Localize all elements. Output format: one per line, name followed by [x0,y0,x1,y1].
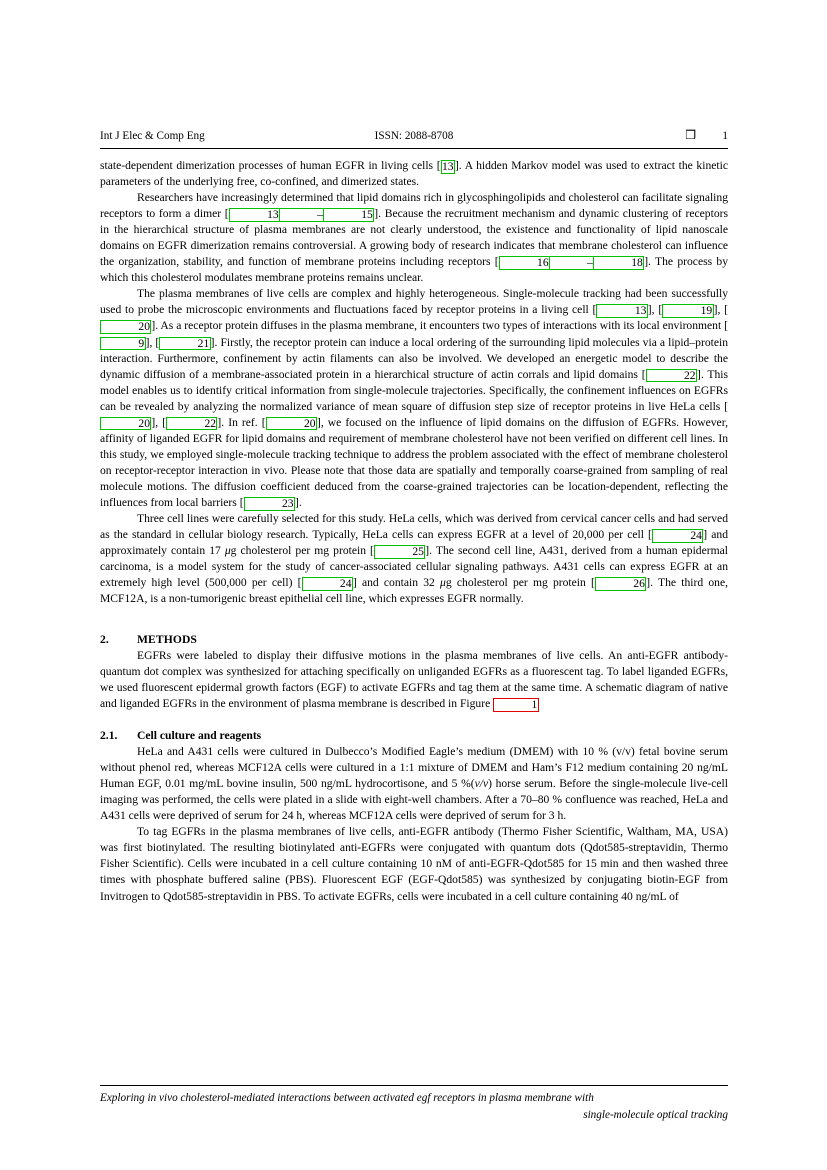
citation-link-18[interactable]: 18 [593,256,644,270]
p4-seg5: ] and contain 32 [352,576,441,590]
footer-line-1: Exploring in vivo cholesterol-mediated interactions between activated egf receptors in plasma membrane with [100,1092,594,1104]
citation-link-25[interactable]: 25 [374,545,425,559]
citation-link-24[interactable]: 24 [652,529,703,543]
cc-p2-seg1: To tag EGFRs in the plasma membranes of live cells, anti-EGFR antibody (Thermo Fisher Scientific, Waltham, MA, USA) was first biotinylated. The resulting biotinylated anti-EGFRs were conjugated with quantum dots (Qdot585-streptavidin, Thermo Fisher Scientific). Cells were incubated in a cell culture containing 10 nM of anti-EGFR-Qdot585 for 15 min and then washed three times with phosphate buffered saline (PBS). Fluorescent EGF (EGF-Qdot585) was synthesized by conjugating biotin-EGF from Invitrogen to Qdot585-streptavidin in PBS. To activate EGFRs, cells were incubated in a cell culture containing 40 ng/mL of [100,825,728,903]
paragraph-plasma-membranes [100,286,728,511]
p2-seg3: ]. The process by which this cholesterol modulates membrane proteins remains unclear. [100,255,728,285]
footer-line-2: single-molecule optical tracking [583,1109,728,1121]
citation-link-22[interactable]: 22 [646,369,697,383]
citation-link-13[interactable]: 13 [441,160,454,173]
paragraph-cell-culture-2 [100,824,728,904]
p3-seg9: ]. In ref. [ [217,415,266,429]
citation-link-26[interactable]: 26 [595,577,646,591]
p3-seg1: The plasma membranes of live cells are complex and highly heterogeneous. Single-molecule tracking had been successfully used to probe the microscopic environments and fluctuations faced by receptor proteins in a living cell [ [100,287,728,317]
p2-seg1: Researchers have increasingly determined that lipid domains rich in glycosphingolipids and cholesterol can facilitate signaling receptors to form a dimer [ [100,191,728,221]
section-spacer [100,607,728,632]
citation-link-21[interactable]: 21 [159,337,210,351]
section-number: 2. [100,632,109,646]
subsection-title: Cell culture and reagents [137,729,262,743]
citation-link-24b[interactable]: 24 [302,577,353,591]
document-body [100,158,728,905]
paragraph-lipid-domains [100,190,728,286]
footer-rule [100,1085,728,1086]
methods-seg1: EGFRs were labeled to display their diffusive motions in the plasma membranes of live cells. An anti-EGFR antibody-quantum dot complex was synthesized for attaching specifically on unliganded EGFRs as a fluorescent tag. To label liganded EGFRs, we used fluorescent epidermal growth factors (EGF) to activate EGFRs and tag them at the same time. A schematic diagram of native and liganded EGFRs in the environment of plasma membrane is described in Figure [100,648,728,710]
micro-symbol-2: μ [440,576,446,590]
p3-seg3: ], [ [713,303,728,317]
italic-vv: v/v [474,777,489,791]
p1-text-before: state-dependent dimerization processes of human EGFR in living cells [ [100,159,441,172]
p4-seg1: Three cell lines were carefully selected for this study. HeLa cells, which was derived from cervical cancer cells and had served as the standard in cellular biology research. Typically, HeLa cells can express EGFR at a level of 20,000 per cell [ [100,512,728,542]
header-page-number: 1 [722,130,728,142]
citation-link-20[interactable]: 20 [100,320,151,334]
running-header [100,130,728,150]
figure-link-1[interactable]: 1 [493,698,539,712]
p3-seg8: ], [ [151,415,167,429]
citation-link-15[interactable]: 15 [323,208,374,222]
p4-seg6: g cholesterol per mg protein [ [445,576,595,590]
subsection-number: 2.1. [100,729,118,743]
p2-seg2: ]. Because the recruitment mechanism and dynamic clustering of receptors in the hierarchical structure of plasma membranes are not clearly understood, the existence and functionality of lipid nanoscale domains on EGFR dimerization remains controversial. A growing body of research indicates that membrane cholesterol can influence the organization, stability, and function of membrane proteins including receptors [ [100,207,728,269]
citation-link-19[interactable]: 19 [662,304,713,318]
subsection-heading-cell-culture [100,728,728,744]
micro-symbol-1: μ [224,544,231,558]
p3-seg2: ], [ [647,303,663,317]
p3-seg10: ], we focused on the influence of lipid domains on the diffusion of EGFRs. However, affinity of liganded EGFR for lipid domains and requirement of membrane cholesterol have not been verified on different cell lines. In this study, we employed single-molecule tracking technique to address the problem associated with the effect of membrane cholesterol on receptor-receptor interaction in vivo. Please note that those data are spatially and temporally coarse-grained from sampling of real molecule motions. The diffusion coefficient deduced from the coarse-grained trajectories can be location-dependent, reflecting the influences from local barriers [ [100,415,728,509]
section-title: METHODS [137,632,197,646]
p4-seg3: g cholesterol per mg protein [ [230,544,374,558]
citation-link-13c[interactable]: 13 [596,304,647,318]
cc-p1-seg2: ) horse serum. Before the single-molecule live-cell imaging was performed, the cells were plated in a slide with eight-well chambers. After a 70–80 % confluence was reached, HeLa and A431 cells were deprived of serum for 24 h, whereas MCF12A cells were deprived of serum for 3 h. [100,777,728,823]
citation-link-16[interactable]: 16 [499,256,550,270]
citation-range-dash: – [280,208,323,222]
citation-range-dash-2: – [550,256,593,270]
citation-link-22b[interactable]: 22 [166,417,217,431]
p3-seg6: ]. Firstly, the receptor protein can induce a local ordering of the surrounding lipid molecules via a lipid–protein interaction. Furthermore, confinement by actin filaments can also be involved. We developed an energetic model to describe the dynamic diffusion of a membrane-associated protein in a hierarchical structure of actin corrals and lipid domains [ [100,335,728,381]
header-issn: ISSN: 2088-8708 [374,130,454,142]
header-journal-name: Int J Elec & Comp Eng [100,130,205,142]
citation-link-13b[interactable]: 13 [229,208,280,222]
paragraph-methods-intro [100,648,728,712]
p3-seg11: ]. [294,495,302,509]
p4-seg7: ]. The third one, MCF12A, is a non-tumorigenic breast epithelial cell line, which expresses EGFR normally. [100,576,728,606]
citation-link-20b[interactable]: 20 [100,417,151,431]
p3-seg5: ], [ [145,335,160,349]
citation-link-23[interactable]: 23 [244,497,295,511]
citation-link-9[interactable]: 9 [100,337,146,351]
paragraph-cell-culture-1 [100,744,728,824]
cc-p1-seg1: HeLa and A431 cells were cultured in Dulbecco’s Modified Eagle’s medium (DMEM) with 10 % (v/v) fetal bovine serum without phenol red, whereas MCF12A cells were cultured in a 1:1 mixture of DMEM and Ham’s F12 medium containing 20 ng/mL Human EGF, 0.01 mg/mL bovine insulin, 500 ng/mL hydrocortisone, and 5 %( [100,745,728,791]
subsection-spacer [100,712,728,728]
p3-seg4: ]. As a receptor protein diffuses in the plasma membrane, it encounters two types of interactions with its local environment [ [151,319,728,333]
p3-seg7: ]. This model enables us to identify critical information from single-molecule trajectories. Specifically, the confinement influences on EGFRs can be revealed by analyzing the normalized variance of mean square of diffusion step size of receptor proteins in live HeLa cells [ [100,367,728,413]
section-heading-methods [100,632,728,648]
p1-text-after: ]. A hidden Markov model was used to extract the kinetic parameters of the underlying free, co-confined, and dimerized states. [100,159,728,189]
running-footer [100,1090,728,1124]
p4-seg2: ] and approximately contain 17 [100,528,729,558]
citation-link-20c[interactable]: 20 [266,417,317,431]
p4-seg4: ]. The second cell line, A431, derived from a human epidermal carcinoma, is a model system for the study of cancer-associated cellular signaling pathways. A431 cells can express EGFR at an extremely high level (500,000 per cell) [ [100,544,728,590]
square-glyph-icon: ❒ [685,128,696,142]
paragraph-continuation [100,158,728,190]
header-rule [100,148,728,149]
paragraph-cell-lines [100,511,728,607]
